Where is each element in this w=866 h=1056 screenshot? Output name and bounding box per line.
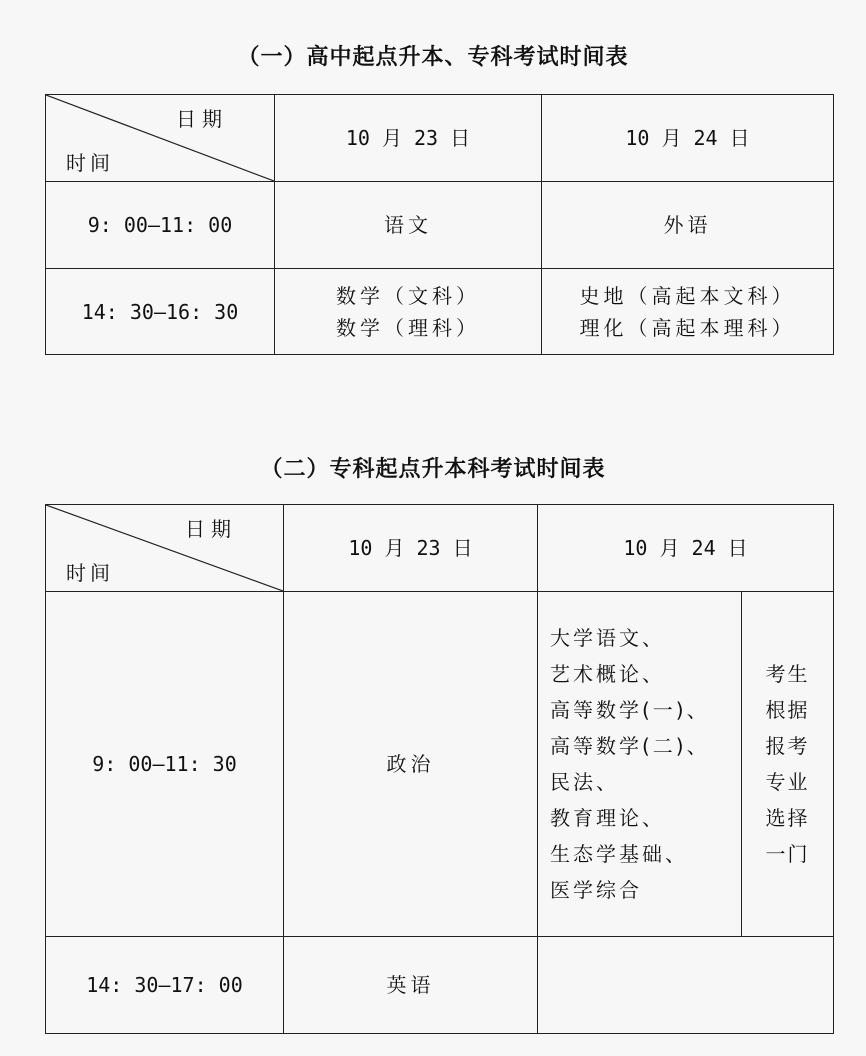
date-header-day2: 10 月 24 日 bbox=[538, 505, 834, 592]
table2-header-row bbox=[46, 505, 834, 592]
corner-date-label: 日期 bbox=[176, 107, 228, 131]
table-row bbox=[46, 182, 834, 269]
time-slot: 14: 30—16: 30 bbox=[46, 269, 275, 355]
corner-time-label: 时间 bbox=[66, 561, 114, 585]
subject-text: 数学（理科） bbox=[336, 315, 480, 340]
time-slot: 9: 00—11: 30 bbox=[46, 592, 284, 937]
note-line: 专业 bbox=[765, 770, 810, 794]
subject-text: 数学（文科） bbox=[336, 283, 480, 308]
table-row bbox=[46, 269, 834, 355]
table2-title: （二）专科起点升本科考试时间表 bbox=[260, 456, 606, 482]
note-line: 一门 bbox=[765, 842, 810, 866]
subject-text: 理化（高起本理科） bbox=[579, 315, 796, 340]
corner-header-cell bbox=[46, 95, 275, 182]
subject-cell bbox=[275, 182, 542, 269]
time-slot: 14: 30—17: 00 bbox=[46, 937, 284, 1034]
subject-cell: 政治 bbox=[284, 592, 538, 937]
corner-date-label: 日期 bbox=[185, 517, 237, 541]
subject-text: 语文 bbox=[384, 213, 432, 237]
subject-list-cell bbox=[538, 592, 742, 937]
note-line: 考生 bbox=[765, 662, 810, 686]
subject-option: 医学综合 bbox=[550, 878, 642, 902]
time-slot: 9: 00—11: 00 bbox=[46, 182, 275, 269]
exam-schedule-table-1 bbox=[45, 94, 834, 355]
subject-option: 民法、 bbox=[550, 770, 619, 794]
subject-option: 生态学基础、 bbox=[550, 842, 688, 866]
subject-cell: 英语 bbox=[284, 937, 538, 1034]
table1-header-row bbox=[46, 95, 834, 182]
subject-option: 高等数学(一)、 bbox=[550, 698, 710, 722]
subject-option: 大学语文、 bbox=[550, 626, 665, 650]
selection-note-cell bbox=[742, 592, 834, 937]
subject-text: 史地（高起本文科） bbox=[579, 283, 796, 308]
corner-time-label: 时间 bbox=[66, 151, 114, 175]
empty-cell bbox=[538, 937, 834, 1034]
table-row bbox=[46, 592, 834, 937]
subject-cell bbox=[542, 269, 834, 355]
note-line: 选择 bbox=[765, 806, 810, 830]
table-row bbox=[46, 937, 834, 1034]
corner-header-cell bbox=[46, 505, 284, 592]
subject-option: 艺术概论、 bbox=[550, 662, 665, 686]
date-header-day2: 10 月 24 日 bbox=[542, 95, 834, 182]
date-header-day1: 10 月 23 日 bbox=[284, 505, 538, 592]
table1-title: （一）高中起点升本、专科考试时间表 bbox=[237, 44, 629, 70]
exam-schedule-table-2 bbox=[45, 504, 834, 1034]
subject-option: 高等数学(二)、 bbox=[550, 734, 710, 758]
note-line: 根据 bbox=[765, 698, 810, 722]
subject-cell bbox=[542, 182, 834, 269]
subject-cell bbox=[275, 269, 542, 355]
note-line: 报考 bbox=[765, 734, 810, 758]
subject-option: 教育理论、 bbox=[550, 806, 665, 830]
date-header-day1: 10 月 23 日 bbox=[275, 95, 542, 182]
subject-text: 外语 bbox=[663, 213, 712, 237]
